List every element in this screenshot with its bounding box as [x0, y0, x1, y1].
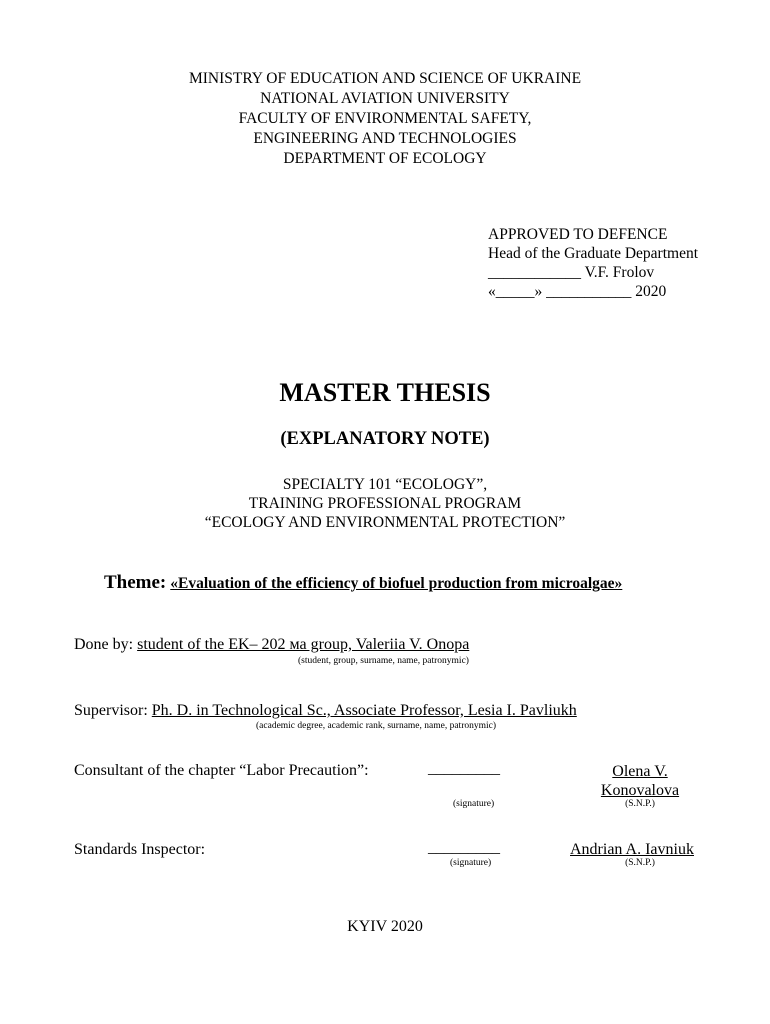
theme-row — [104, 572, 622, 594]
ministry-line: MINISTRY OF EDUCATION AND SCIENCE OF UKRAINE — [188, 70, 582, 87]
institution-header — [0, 69, 770, 169]
supervisor-hint: (academic degree, academic rank, surname, name, patronymic) — [256, 721, 497, 731]
consultant-name-hint: (S.N.P.) — [625, 799, 655, 809]
program-line: TRAINING PROFESSIONAL PROGRAM — [248, 495, 522, 512]
university-line: NATIONAL AVIATION UNIVERSITY — [260, 90, 510, 107]
consultant-signature-hint: (signature) — [453, 799, 495, 809]
thesis-subtitle: (EXPLANATORY NOTE) — [280, 429, 490, 449]
inspector-signature-hint: (signature) — [450, 858, 492, 868]
consultant-name-first: Olena V. — [612, 763, 668, 780]
specialty-block — [0, 475, 770, 532]
approved-label: APPROVED TO DEFENCE — [488, 226, 668, 243]
consultant-name-last: Konovalova — [600, 782, 680, 799]
inspector-signature-line: _________ — [428, 839, 500, 856]
supervisor-value: Ph. D. in Technological Sc., Associate Professor, Lesia I. Pavliukh — [151, 702, 577, 719]
head-signature-line: ____________ V.F. Frolov — [488, 264, 655, 281]
done-by-value: student of the EK– 202 ма group, Valeriia V. Onopa — [137, 636, 470, 653]
supervisor-label: Supervisor: — [74, 702, 148, 719]
head-of-department: Head of the Graduate Department — [488, 245, 699, 262]
thesis-title: MASTER THESIS — [279, 378, 491, 407]
specialty-line: SPECIALTY 101 “ECOLOGY”, — [282, 476, 488, 493]
done-by-row — [74, 636, 469, 654]
approval-block — [488, 225, 698, 301]
program-name-line: “ECOLOGY AND ENVIRONMENTAL PROTECTION” — [204, 514, 566, 531]
consultant-label: Consultant of the chapter “Labor Precaution”: — [74, 762, 369, 779]
inspector-name-hint: (S.N.P.) — [625, 858, 655, 868]
consultant-signature-line: _________ — [428, 760, 500, 777]
inspector-name: Andrian A. Iavniuk — [570, 841, 694, 858]
place-year: KYIV 2020 — [347, 918, 423, 935]
supervisor-row — [74, 702, 577, 720]
theme-text: «Evaluation of the efficiency of biofuel production from microalgae» — [170, 575, 623, 592]
inspector-label: Standards Inspector: — [74, 841, 206, 858]
done-by-hint: (student, group, surname, name, patronymic) — [298, 656, 469, 666]
consultant-name-block — [580, 762, 700, 800]
faculty-line-2: ENGINEERING AND TECHNOLOGIES — [253, 130, 517, 147]
faculty-line: FACULTY OF ENVIRONMENTAL SAFETY, — [238, 110, 532, 127]
done-by-label: Done by: — [74, 636, 134, 653]
approval-date-line: «_____» ___________ 2020 — [488, 283, 667, 300]
theme-label: Theme: — [104, 572, 167, 593]
department-line: DEPARTMENT OF ECOLOGY — [283, 150, 487, 167]
